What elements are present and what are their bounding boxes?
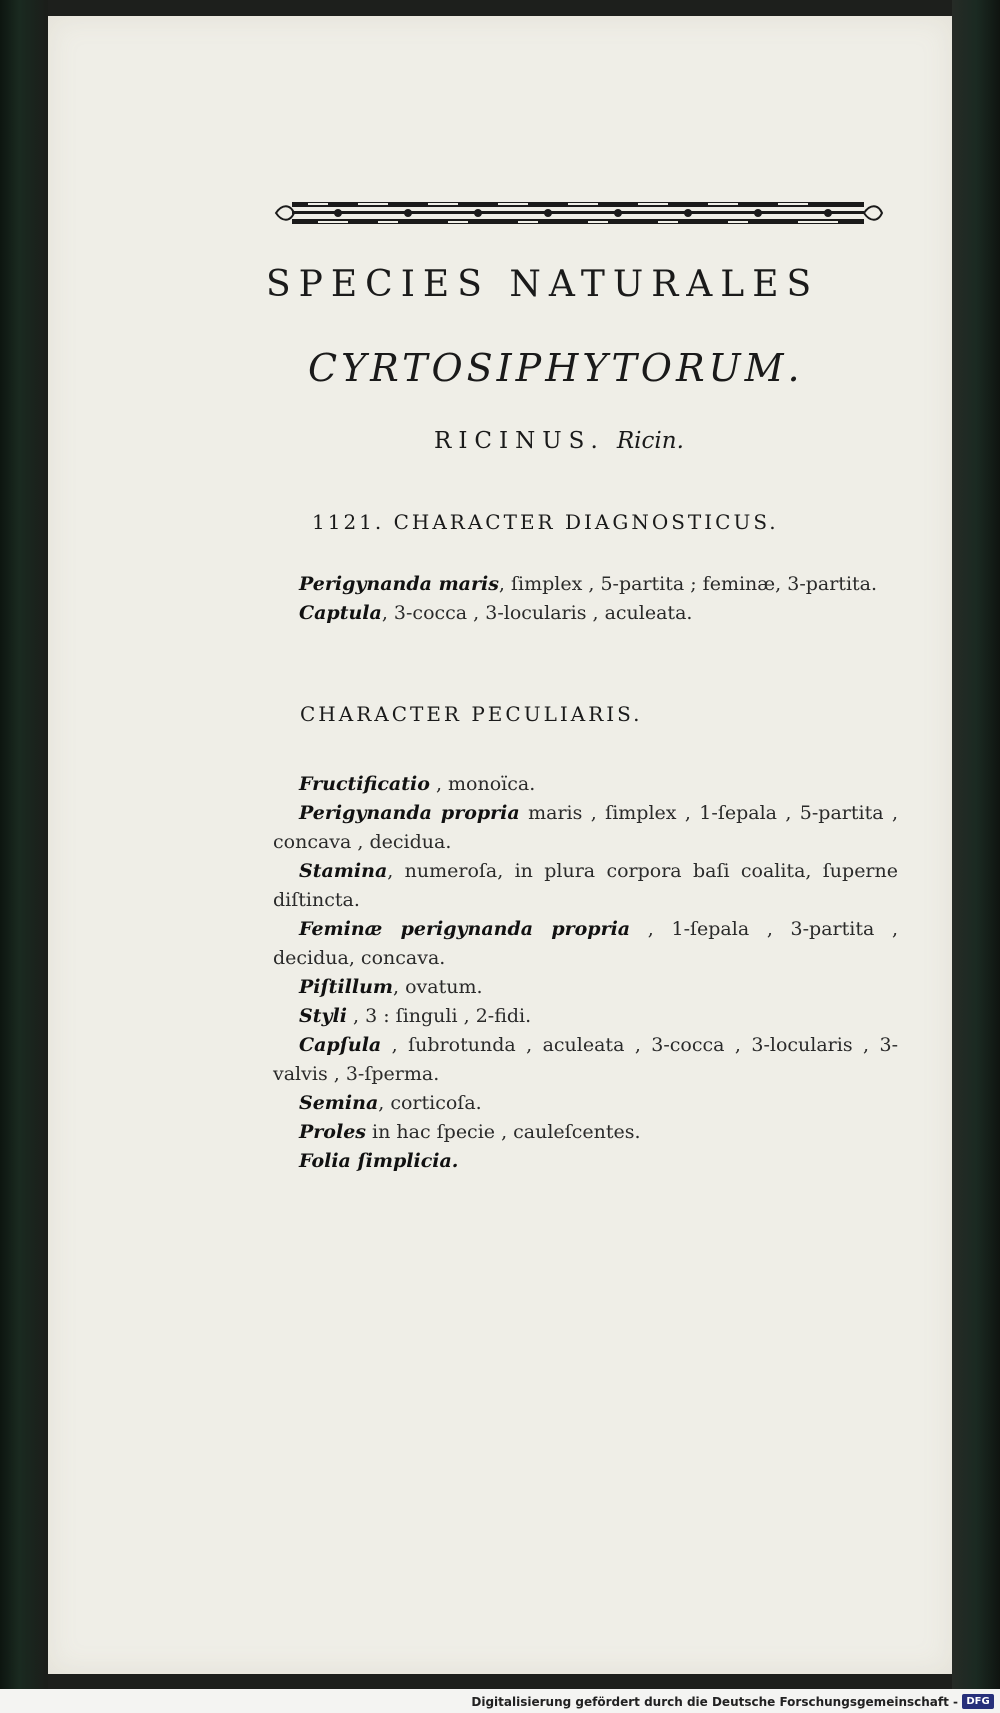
- peculiar-entry: [273, 857, 898, 915]
- peculiar-entry: [273, 1118, 898, 1147]
- footer-strip: [0, 1689, 1000, 1713]
- peculiar-entry: [273, 770, 898, 799]
- page-subtitle: CYRTOSIPHYTORUM.: [308, 346, 804, 390]
- entry-term: Feminæ perigynanda propria: [299, 918, 631, 940]
- entry-text: , ſimplex , 5-partita ; feminæ, 3-partita.: [498, 573, 878, 595]
- scan-left-border: [0, 0, 48, 1690]
- entry-term: Folia ſimplicia.: [299, 1150, 459, 1172]
- peculiar-entry: [273, 1002, 898, 1031]
- page-title: SPECIES NATURALES: [266, 264, 820, 305]
- diagnostic-heading: 1121. CHARACTER DIAGNOSTICUS.: [312, 510, 779, 534]
- peculiar-entry: [273, 915, 898, 973]
- entry-term: Stamina: [299, 860, 388, 882]
- diagnostic-entry: [273, 570, 898, 599]
- entry-term: Styli: [299, 1005, 347, 1027]
- entry-term: Proles: [299, 1121, 366, 1143]
- peculiar-entry: [273, 973, 898, 1002]
- entry-term: Fructificatio: [299, 773, 430, 795]
- entry-text: , ovatum.: [393, 976, 483, 998]
- peculiar-entry: [273, 1089, 898, 1118]
- entry-text: , 1-ſepala , 3-partita , decidua, concava.: [273, 918, 898, 969]
- entry-text: , 3-cocca , 3-locularis , aculeata.: [381, 602, 693, 624]
- genus-abbreviation: Ricin.: [616, 428, 684, 454]
- ornamental-border-band: [268, 196, 888, 230]
- peculiar-entry: [273, 1147, 898, 1176]
- peculiar-entry: [273, 1031, 898, 1089]
- peculiar-entry: [273, 799, 898, 857]
- peculiar-heading: CHARACTER PECULIARIS.: [300, 702, 643, 726]
- diagnostic-entry: [273, 599, 898, 628]
- entry-term: Capſula: [299, 1034, 382, 1056]
- funding-credit: Digitalisierung gefördert durch die Deutsche Forschungsgemeinschaft -: [471, 1695, 958, 1709]
- entry-term: Semina: [299, 1092, 379, 1114]
- entry-text: , corticoſa.: [378, 1092, 482, 1114]
- entry-term: Perigynanda maris: [299, 573, 499, 595]
- entry-text: , ſubrotunda , aculeata , 3-cocca , 3-locularis , 3-valvis , 3-ſperma.: [273, 1034, 898, 1085]
- entry-term: Perigynanda propria: [299, 802, 520, 824]
- peculiar-section: [273, 770, 898, 1176]
- entry-text: maris , ſimplex , 1-ſepala , 5-partita , concava , decidua.: [273, 802, 898, 853]
- entry-term: Captula: [299, 602, 382, 624]
- entry-text: , numeroſa, in plura corpora baſi coalita, ſuperne diſtincta.: [273, 860, 898, 911]
- dfg-logo: DFG: [962, 1694, 994, 1709]
- genus-name: RICINUS.: [434, 428, 605, 454]
- diagnostic-section: [273, 570, 898, 628]
- entry-text: in hac ſpecie , cauleſcentes.: [365, 1121, 641, 1143]
- entry-text: , monoïca.: [429, 773, 536, 795]
- scan-right-border: [952, 0, 1000, 1690]
- entry-term: Piſtillum: [299, 976, 394, 998]
- genus-heading: [434, 428, 684, 454]
- entry-text: , 3 : ſinguli , 2-fidi.: [346, 1005, 532, 1027]
